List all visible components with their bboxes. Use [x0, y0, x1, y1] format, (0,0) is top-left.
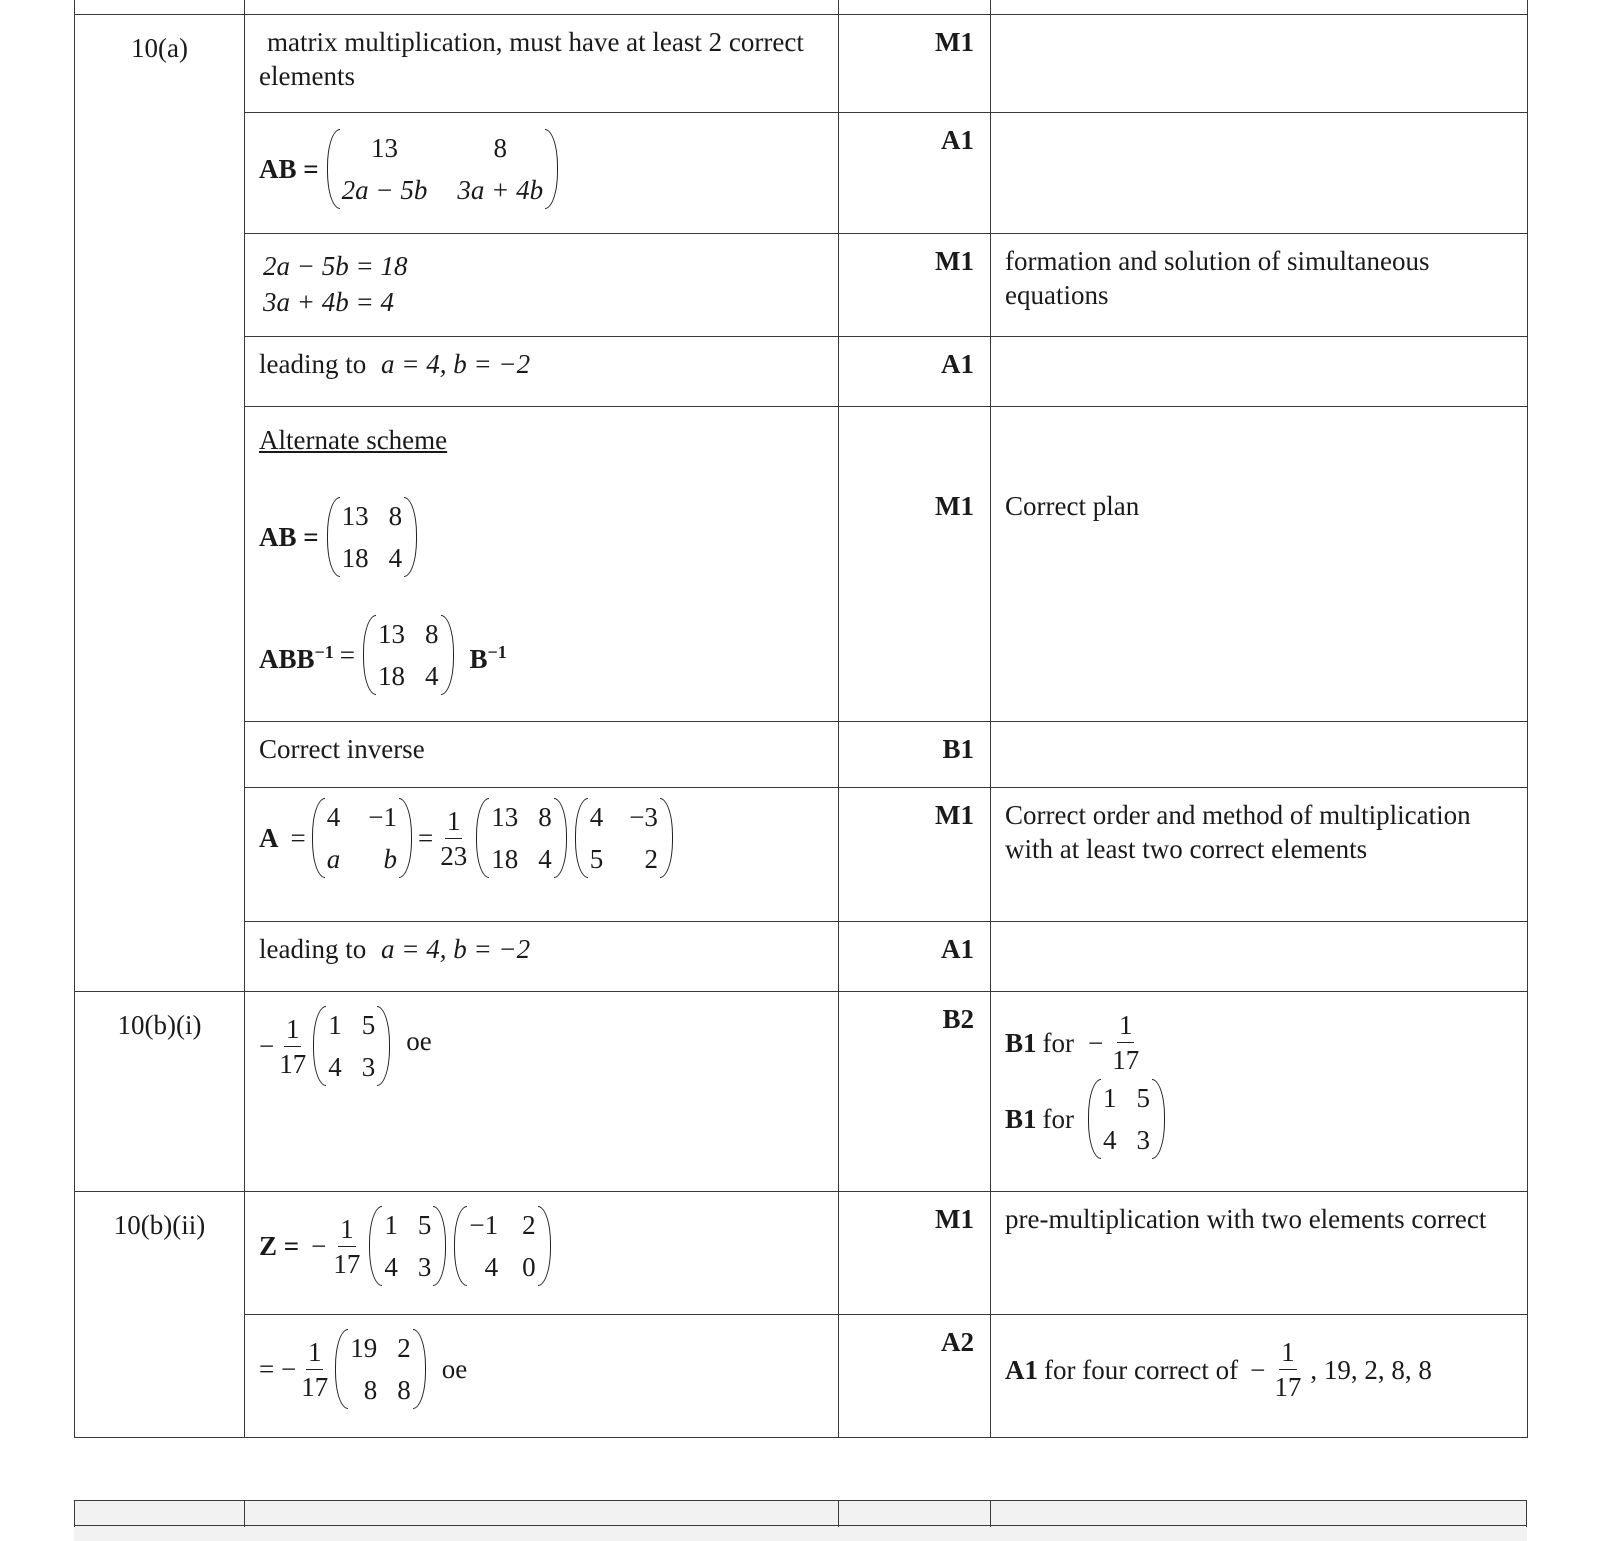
guidance-cell: [991, 1315, 1528, 1438]
math-rhs-base: B: [469, 643, 488, 674]
matrix-element: 1: [1103, 1083, 1117, 1113]
answer-cell: [245, 234, 839, 337]
matrix-element: 3: [1136, 1125, 1150, 1155]
denominator: 23: [440, 840, 468, 871]
matrix-element: 4: [538, 844, 552, 874]
answer-text: leading to: [259, 349, 367, 379]
matrix-element: 3: [361, 1052, 376, 1082]
answer-cell: [245, 1192, 839, 1315]
matrix: [369, 1206, 446, 1286]
table-row: [75, 234, 1528, 337]
guidance-cell: [991, 113, 1528, 234]
alternate-scheme-heading: Alternate scheme: [259, 425, 448, 455]
question-number-cell: [75, 1192, 245, 1438]
matrix-element: 13: [491, 802, 519, 832]
equation: 3a + 4b = 4: [263, 287, 394, 317]
divider: [74, 1501, 75, 1527]
table-row: [75, 722, 1528, 788]
table-row: [75, 922, 1528, 992]
matrix: [454, 1206, 550, 1286]
minus-sign: −: [311, 1231, 327, 1261]
divider: [1526, 1501, 1527, 1527]
fraction: [1274, 1335, 1301, 1404]
matrix-element: 13: [341, 501, 369, 531]
matrix-element: 3a + 4b: [457, 175, 544, 205]
question-number: 10(b)(ii): [113, 1210, 206, 1240]
matrix-element: 8: [397, 1375, 411, 1405]
mark: B1: [942, 734, 974, 764]
matrix: [1088, 1079, 1165, 1159]
math-rhs: [470, 635, 507, 676]
table-row: [75, 337, 1528, 407]
answer-text: leading to: [259, 934, 367, 964]
superscript: −1: [314, 641, 334, 662]
superscript: −1: [487, 641, 507, 662]
equals: =: [417, 823, 434, 853]
matrix-element: b: [383, 844, 397, 874]
mark-cell: [839, 337, 991, 407]
matrix-element: 13: [378, 619, 406, 649]
matrix: [313, 1006, 390, 1086]
matrix-element: 3: [417, 1252, 432, 1282]
mark-cell: [839, 922, 991, 992]
matrix-element: 2: [522, 1210, 536, 1240]
matrix-element: 8: [425, 619, 439, 649]
mark-cell: [839, 992, 991, 1192]
guidance-text: Correct order and method of multiplication with at least two correct elements: [1005, 800, 1471, 864]
mark-cell: [839, 1192, 991, 1315]
matrix-element: 19: [350, 1333, 378, 1363]
matrix: [335, 1329, 426, 1409]
answer-cell: [245, 722, 839, 788]
denominator: 17: [333, 1248, 361, 1279]
guidance-cell: [991, 407, 1528, 722]
guidance-text: for: [1042, 1104, 1074, 1134]
question-number-cell: [75, 992, 245, 1192]
matrix-element: 13: [371, 133, 399, 163]
matrix-element: 18: [378, 661, 406, 691]
guidance-cell: [991, 337, 1528, 407]
matrix-element: 18: [341, 543, 369, 573]
guidance-mark: A1: [1005, 1354, 1038, 1385]
table-row: [75, 788, 1528, 922]
mark: M1: [935, 800, 974, 830]
matrix-element: 2: [397, 1333, 411, 1363]
minus-sign: −: [1088, 1027, 1104, 1058]
mark-cell: [839, 722, 991, 788]
matrix-element: 4: [328, 1052, 342, 1082]
mark-cell: [839, 407, 991, 722]
matrix-element: 4: [589, 802, 604, 832]
answer-result: a = 4, b = −2: [380, 349, 531, 379]
answer-cell: [245, 407, 839, 722]
denominator: 17: [1112, 1045, 1140, 1075]
table-row: [75, 113, 1528, 234]
answer-cell: [245, 992, 839, 1192]
equals: =: [290, 823, 306, 853]
math-lhs: AB =: [259, 154, 319, 184]
matrix: [327, 497, 418, 577]
answer-text: Correct inverse: [259, 734, 425, 764]
question-number-cell: [75, 15, 245, 992]
minus-sign: −: [259, 1031, 275, 1061]
mark-cell: [839, 15, 991, 113]
question-number: 10(b)(i): [117, 1010, 202, 1040]
mark: M1: [935, 491, 974, 521]
answer-cell: [245, 337, 839, 407]
math-lhs: Z =: [259, 1231, 300, 1261]
guidance-cell: [991, 922, 1528, 992]
mark: M1: [935, 27, 974, 57]
guidance-cell: [991, 1192, 1528, 1315]
guidance-text: , 19, 2, 8, 8: [1310, 1354, 1432, 1385]
oe-label: oe: [441, 1354, 468, 1384]
fraction: [1112, 1008, 1139, 1077]
matrix: [476, 798, 567, 878]
matrix-element: 1: [328, 1010, 342, 1040]
question-number: 10(a): [131, 33, 188, 63]
guidance-text: pre-multiplication with two elements correct: [1005, 1204, 1487, 1234]
numerator: 1: [1117, 1008, 1135, 1043]
matrix-element: 4: [384, 1252, 398, 1282]
guidance-text: for: [1042, 1027, 1074, 1058]
guidance-cell: [991, 15, 1528, 113]
numerator: 1: [284, 1012, 302, 1047]
matrix: [363, 615, 454, 695]
answer-cell: [245, 113, 839, 234]
answer-text: matrix multiplication, must have at least 2 correct elements: [259, 27, 804, 91]
matrix-element: 4: [1103, 1125, 1117, 1155]
numerator: 1: [1279, 1335, 1297, 1370]
minus-sign: −: [1250, 1354, 1266, 1385]
matrix-element: 8: [538, 802, 552, 832]
matrix-element: a: [326, 844, 341, 874]
matrix-element: 4: [425, 661, 439, 691]
math-lhs-base: ABB: [259, 643, 315, 674]
math-lhs: AB =: [259, 522, 319, 552]
fraction: [440, 804, 467, 873]
guidance-cell: [991, 992, 1528, 1192]
matrix-element: 5: [1136, 1083, 1150, 1113]
answer-cell: [245, 1315, 839, 1438]
equals: =: [339, 640, 356, 670]
mark: A1: [941, 349, 974, 379]
matrix: [575, 798, 673, 878]
answer-result: a = 4, b = −2: [380, 934, 531, 964]
equation: 2a − 5b = 18: [263, 251, 408, 281]
guidance-text: for four correct of: [1044, 1354, 1239, 1385]
matrix-element: −1: [469, 1210, 499, 1240]
matrix: [327, 129, 558, 209]
matrix-element: 5: [361, 1010, 376, 1040]
mark-scheme-table: [74, 0, 1528, 1438]
numerator: 1: [306, 1335, 324, 1370]
divider: [244, 1501, 245, 1527]
guidance-text: Correct plan: [1005, 491, 1140, 521]
matrix-element: −1: [368, 802, 397, 832]
matrix-element: 4: [484, 1252, 499, 1282]
table-row: [75, 1315, 1528, 1438]
guidance-cell: [991, 234, 1528, 337]
divider: [990, 1501, 991, 1527]
equals-minus: = −: [259, 1354, 297, 1384]
divider: [838, 1501, 839, 1527]
next-table-edge: [74, 1500, 1527, 1541]
matrix-element: 8: [363, 1375, 378, 1405]
math-lhs: [259, 635, 334, 676]
guidance-text: formation and solution of simultaneous equations: [1005, 246, 1430, 310]
mark-cell: [839, 113, 991, 234]
fraction: [279, 1012, 306, 1081]
math-lhs: A: [259, 823, 279, 853]
matrix-element: 0: [522, 1252, 536, 1282]
guidance-cell: [991, 788, 1528, 922]
matrix-element: 8: [388, 501, 403, 531]
denominator: 17: [301, 1371, 329, 1402]
matrix-element: 4: [388, 543, 403, 573]
matrix-element: 2: [644, 844, 658, 874]
mark: M1: [935, 1204, 974, 1234]
matrix-element: −3: [629, 802, 658, 832]
guidance-mark: B1: [1005, 1104, 1037, 1134]
guidance-mark: B1: [1005, 1027, 1037, 1058]
answer-cell: [245, 15, 839, 113]
mark-cell: [839, 234, 991, 337]
oe-label: oe: [406, 1026, 432, 1056]
fraction: [301, 1335, 328, 1404]
numerator: 1: [338, 1212, 356, 1247]
mark: A2: [941, 1327, 974, 1357]
table-row: [75, 0, 1528, 15]
mark-cell: [839, 1315, 991, 1438]
matrix-element: 8: [493, 133, 507, 163]
numerator: 1: [445, 804, 463, 839]
mark: A1: [941, 125, 974, 155]
matrix-element: 18: [491, 844, 519, 874]
table-row: [75, 1192, 1528, 1315]
matrix-element: 5: [589, 844, 604, 874]
mark: B2: [942, 1004, 974, 1034]
denominator: 17: [1274, 1372, 1302, 1402]
denominator: 17: [279, 1048, 307, 1079]
matrix-element: 5: [417, 1210, 432, 1240]
matrix-element: 2a − 5b: [341, 175, 428, 205]
matrix-element: 1: [384, 1210, 398, 1240]
mark-cell: [839, 788, 991, 922]
mark: A1: [941, 934, 974, 964]
fraction: [333, 1212, 360, 1281]
matrix: [312, 798, 412, 878]
matrix-element: 4: [326, 802, 341, 832]
table-row: [75, 15, 1528, 113]
mark: M1: [935, 246, 974, 276]
answer-cell: [245, 788, 839, 922]
guidance-cell: [991, 722, 1528, 788]
table-row: [75, 992, 1528, 1192]
answer-cell: [245, 922, 839, 992]
table-row: [75, 407, 1528, 722]
